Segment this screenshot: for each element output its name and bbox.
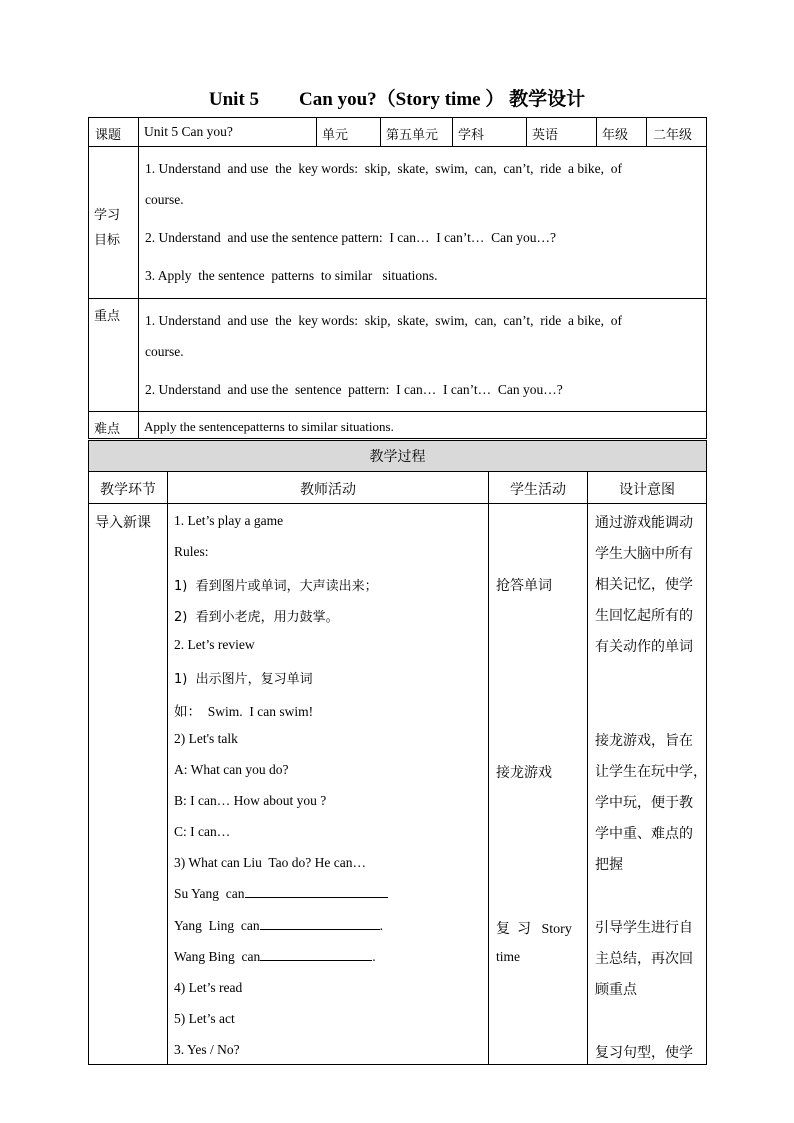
title-main: Can you?（Story time ） 教学设计 xyxy=(299,89,586,110)
teacher-line: 2) 看到小老虎，用力鼓掌。 xyxy=(174,610,339,625)
design-line: 顾重点 xyxy=(595,982,637,998)
rule xyxy=(646,117,647,146)
rule xyxy=(88,146,707,147)
rule xyxy=(526,117,527,146)
rule xyxy=(316,117,317,146)
rule xyxy=(88,298,707,299)
fill-line-yang-ling: Yang Ling can . xyxy=(174,918,383,933)
goals-label-2: 目标 xyxy=(94,233,121,248)
difficulty-label: 难点 xyxy=(94,422,121,437)
rule xyxy=(88,117,707,118)
student-activity-1: 抢答单词 xyxy=(496,578,552,594)
col-stage: 教学环节 xyxy=(100,482,156,498)
design-line: 主总结，再次回 xyxy=(595,951,693,967)
difficulty-text: Apply the sentencepatterns to similar situations. xyxy=(144,419,394,434)
teacher-line: 1. Let’s play a game xyxy=(174,513,284,528)
subject-value: 英语 xyxy=(532,128,559,143)
design-line: 相关记忆，使学 xyxy=(595,577,693,593)
student-activity-2: 接龙游戏 xyxy=(496,765,552,781)
rule xyxy=(88,438,707,439)
rule xyxy=(706,117,707,438)
teacher-line: 3) What can Liu Tao do? He can… xyxy=(174,855,366,870)
teacher-line: C: I can… xyxy=(174,824,231,839)
design-line: 复习句型，使学 xyxy=(595,1045,693,1061)
teacher-line: 4) Let’s read xyxy=(174,980,243,995)
rule xyxy=(88,503,707,504)
rule xyxy=(138,117,139,438)
rule xyxy=(88,1064,707,1065)
rule xyxy=(596,117,597,146)
col-teacher: 教师活动 xyxy=(300,482,356,498)
teacher-line: 3. Yes / No? xyxy=(174,1042,240,1057)
topic-label: 课题 xyxy=(95,128,122,143)
rule xyxy=(167,471,168,1065)
teacher-line: B: I can… How about you ? xyxy=(174,793,327,808)
rule xyxy=(587,471,588,1065)
teacher-line: 2) Let's talk xyxy=(174,731,238,746)
stage-name: 导入新课 xyxy=(95,515,151,531)
teacher-line: 2. Let’s review xyxy=(174,637,255,652)
design-line: 学中玩，便于教 xyxy=(595,795,693,811)
teacher-line: 1) 出示图片，复习单词 xyxy=(174,672,313,687)
rule xyxy=(88,440,89,1065)
design-line: 学中重、难点的 xyxy=(595,826,693,842)
rule xyxy=(488,471,489,1065)
unit-label: 单元 xyxy=(322,128,349,143)
design-line: 让学生在玩中学， xyxy=(595,764,707,780)
design-line: 把握 xyxy=(595,857,623,873)
blank xyxy=(245,886,388,898)
topic-value: Unit 5 Can you? xyxy=(144,124,233,139)
unit-value: 第五单元 xyxy=(386,128,439,143)
blank xyxy=(260,918,380,930)
col-design: 设计意图 xyxy=(619,482,675,498)
goal-1b: course. xyxy=(145,192,184,207)
rule xyxy=(452,117,453,146)
rule xyxy=(88,471,707,472)
title-unit: Unit 5 xyxy=(208,89,260,110)
design-line: 学生大脑中所有 xyxy=(595,546,693,562)
teacher-line: 5) Let’s act xyxy=(174,1011,235,1026)
teacher-line: 1) 看到图片或单词，大声读出来； xyxy=(174,579,378,594)
design-line: 通过游戏能调动 xyxy=(595,515,693,531)
blank xyxy=(260,949,372,961)
teacher-line: 如： Swim. I can swim! xyxy=(174,704,314,719)
key-1a: 1. Understand and use the key words: skip, skate, swim, can, can’t, ride a bike, of xyxy=(145,313,623,328)
design-line: 接龙游戏，旨在 xyxy=(595,733,693,749)
teacher-line: A: What can you do? xyxy=(174,762,289,777)
process-heading: 教学过程 xyxy=(369,449,426,465)
key-1b: course. xyxy=(145,344,184,359)
fill-label: Yang Ling can xyxy=(174,918,260,933)
grade-value: 二年级 xyxy=(653,128,693,143)
design-line: 生回忆起所有的 xyxy=(595,608,693,624)
design-line: 引导学生进行自 xyxy=(595,920,693,936)
subject-label: 学科 xyxy=(458,128,485,143)
goals-label-1: 学习 xyxy=(94,208,121,223)
col-student: 学生活动 xyxy=(510,482,566,498)
student-activity-3a: 复 习 Story xyxy=(496,922,572,937)
teacher-line: Rules: xyxy=(174,544,209,559)
design-line: 有关动作的单词 xyxy=(595,639,693,655)
rule xyxy=(88,440,707,441)
goal-1a: 1. Understand and use the key words: skip, skate, swim, can, can’t, ride a bike, of xyxy=(145,161,623,176)
key-label: 重点 xyxy=(94,309,121,324)
fill-line-wang-bing: Wang Bing can . xyxy=(174,949,376,964)
fill-line-su-yang xyxy=(174,886,388,902)
fill-label: Su Yang can xyxy=(174,886,245,901)
key-2: 2. Understand and use the sentence pattern: I can… I can’t… Can you…? xyxy=(145,382,563,397)
grade-label: 年级 xyxy=(602,128,629,143)
rule xyxy=(380,117,381,146)
page-title xyxy=(0,84,794,111)
goal-2: 2. Understand and use the sentence pattern: I can… I can’t… Can you…? xyxy=(145,230,556,245)
goal-3: 3. Apply the sentence patterns to similar situations. xyxy=(145,268,438,283)
rule xyxy=(88,411,707,412)
student-activity-3b: time xyxy=(496,949,520,964)
fill-label: Wang Bing can xyxy=(174,949,261,964)
rule xyxy=(88,117,89,438)
rule xyxy=(706,440,707,1065)
